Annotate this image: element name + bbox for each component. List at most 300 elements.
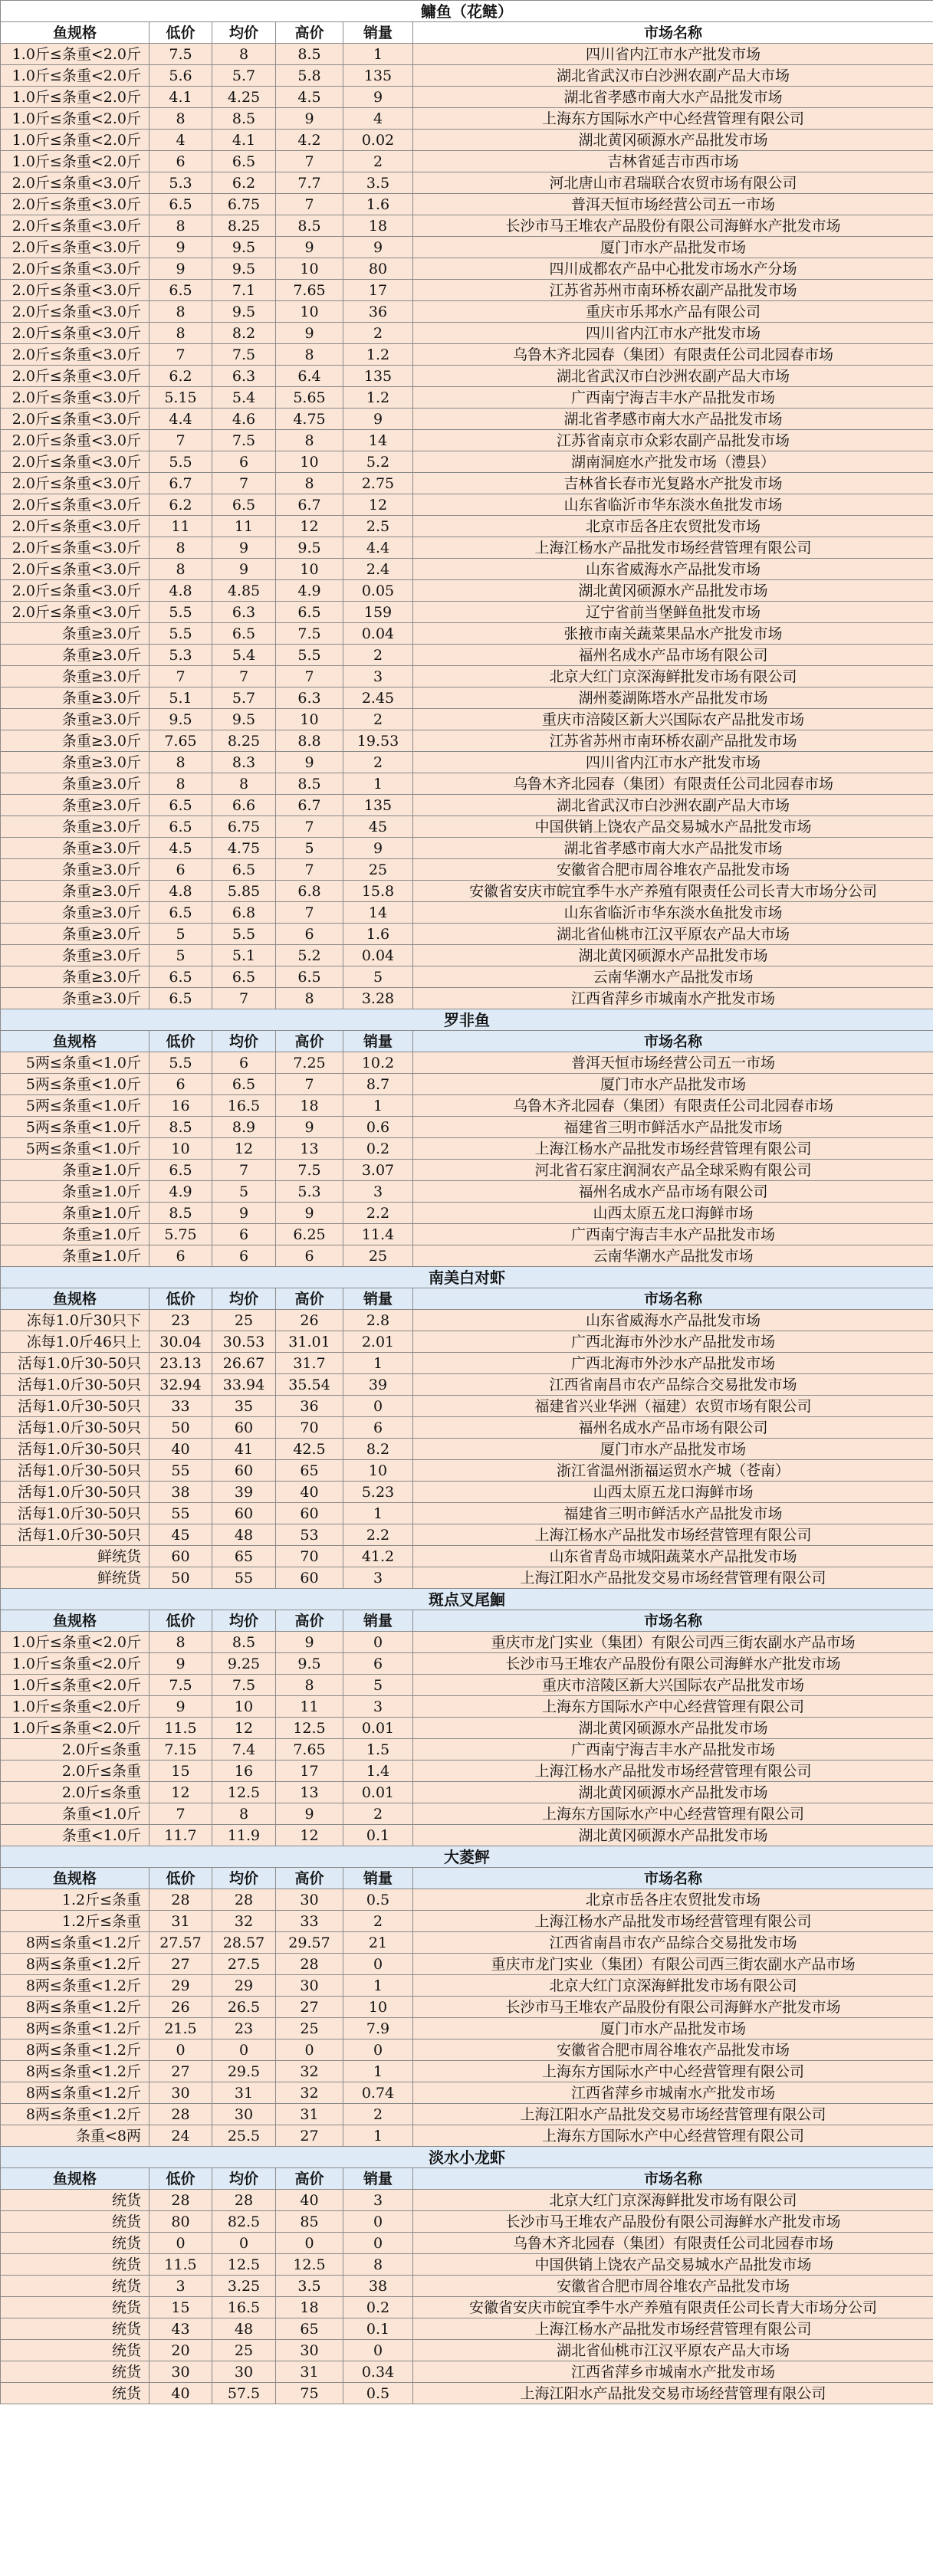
cell-market: 上海东方国际水产中心经营管理有限公司 <box>413 108 933 130</box>
cell-low: 5.15 <box>149 387 212 409</box>
cell-avg: 41 <box>212 1439 276 1460</box>
cell-avg: 31 <box>212 2082 276 2104</box>
cell-avg: 0 <box>212 2039 276 2061</box>
cell-avg: 9.5 <box>212 258 276 280</box>
table-row <box>1 65 933 87</box>
cell-market: 湖北省武汉市白沙洲农副产品大市场 <box>413 65 933 87</box>
cell-high: 7 <box>276 194 343 215</box>
cell-high: 13 <box>276 1138 343 1160</box>
cell-low: 4.5 <box>149 838 212 859</box>
cell-high: 6.25 <box>276 1224 343 1245</box>
cell-sales: 0 <box>343 1954 413 1975</box>
cell-avg: 65 <box>212 1546 276 1567</box>
cell-spec: 8两≤条重<1.2斤 <box>1 1997 149 2018</box>
cell-market: 普洱天恒市场经营公司五一市场 <box>413 1052 933 1074</box>
cell-sales: 2.5 <box>343 516 413 537</box>
cell-sales: 0.34 <box>343 2361 413 2383</box>
cell-avg: 60 <box>212 1460 276 1482</box>
table-row <box>1 2276 933 2297</box>
cell-spec: 条重≥1.0斤 <box>1 1181 149 1203</box>
cell-low: 5.3 <box>149 645 212 666</box>
cell-high: 7 <box>276 1074 343 1095</box>
cell-sales: 135 <box>343 795 413 816</box>
column-header-spec: 鱼规格 <box>1 1031 149 1052</box>
cell-spec: 2.0斤≤条重<3.0斤 <box>1 494 149 516</box>
table-row <box>1 1439 933 1460</box>
cell-sales: 15.8 <box>343 881 413 902</box>
cell-spec: 条重≥3.0斤 <box>1 881 149 902</box>
cell-market: 湖北省仙桃市江汉平原农产品大市场 <box>413 2340 933 2361</box>
cell-low: 7.5 <box>149 1675 212 1696</box>
table-row <box>1 1160 933 1181</box>
cell-market: 重庆市龙门实业（集团）有限公司西三街农副水产品市场 <box>413 1632 933 1653</box>
cell-spec: 5两≤条重<1.0斤 <box>1 1074 149 1095</box>
cell-low: 8.5 <box>149 1117 212 1138</box>
cell-low: 45 <box>149 1524 212 1546</box>
cell-low: 60 <box>149 1546 212 1567</box>
column-header-sales: 销量 <box>343 2168 413 2190</box>
cell-low: 28 <box>149 2104 212 2125</box>
cell-high: 6.7 <box>276 494 343 516</box>
table-row <box>1 172 933 194</box>
cell-high: 10 <box>276 709 343 730</box>
table-row <box>1 1696 933 1718</box>
cell-avg: 48 <box>212 2318 276 2340</box>
cell-spec: 5两≤条重<1.0斤 <box>1 1117 149 1138</box>
table-row <box>1 1825 933 1846</box>
cell-spec: 活每1.0斤30-50只 <box>1 1503 149 1524</box>
cell-spec: 2.0斤≤条重<3.0斤 <box>1 280 149 301</box>
cell-high: 31 <box>276 2104 343 2125</box>
cell-high: 30 <box>276 2340 343 2361</box>
cell-low: 32.94 <box>149 1374 212 1396</box>
cell-sales: 38 <box>343 2276 413 2297</box>
cell-avg: 57.5 <box>212 2383 276 2404</box>
cell-avg: 6.5 <box>212 623 276 645</box>
table-row <box>1 1310 933 1331</box>
table-row <box>1 1546 933 1567</box>
cell-high: 7 <box>276 666 343 687</box>
column-header-row <box>1 1610 933 1632</box>
cell-low: 80 <box>149 2211 212 2233</box>
cell-high: 0 <box>276 2039 343 2061</box>
cell-high: 6.4 <box>276 366 343 387</box>
cell-high: 6 <box>276 1245 343 1267</box>
cell-low: 30 <box>149 2361 212 2383</box>
cell-spec: 鲜统货 <box>1 1546 149 1567</box>
cell-avg: 6 <box>212 1224 276 1245</box>
table-row <box>1 494 933 516</box>
cell-spec: 条重≥3.0斤 <box>1 687 149 709</box>
cell-spec: 统货 <box>1 2254 149 2276</box>
cell-spec: 条重≥3.0斤 <box>1 645 149 666</box>
cell-sales: 0.2 <box>343 1138 413 1160</box>
cell-market: 江苏省南京市众彩农副产品批发市场 <box>413 430 933 451</box>
cell-market: 辽宁省前当堡鲜鱼批发市场 <box>413 602 933 623</box>
table-row <box>1 580 933 602</box>
section-title-row <box>1 1 933 22</box>
cell-avg: 25 <box>212 1310 276 1331</box>
cell-sales: 3.5 <box>343 172 413 194</box>
cell-market: 浙江省温州浙福运贸水产城（苍南） <box>413 1460 933 1482</box>
cell-low: 15 <box>149 1761 212 1782</box>
cell-low: 6.5 <box>149 194 212 215</box>
cell-high: 7.5 <box>276 1160 343 1181</box>
table-row <box>1 323 933 344</box>
table-row <box>1 430 933 451</box>
cell-high: 17 <box>276 1761 343 1782</box>
cell-high: 60 <box>276 1503 343 1524</box>
column-header-market: 市场名称 <box>413 22 933 44</box>
cell-high: 29.57 <box>276 1932 343 1954</box>
column-header-spec: 鱼规格 <box>1 1288 149 1310</box>
cell-sales: 2.75 <box>343 473 413 494</box>
cell-low: 6.5 <box>149 966 212 988</box>
cell-sales: 1.2 <box>343 387 413 409</box>
cell-low: 7 <box>149 666 212 687</box>
cell-low: 6.5 <box>149 795 212 816</box>
cell-high: 5.2 <box>276 945 343 966</box>
cell-market: 重庆市涪陵区新大兴国际农产品批发市场 <box>413 1675 933 1696</box>
table-row <box>1 280 933 301</box>
table-row <box>1 516 933 537</box>
cell-avg: 7.4 <box>212 1739 276 1761</box>
cell-low: 29 <box>149 1975 212 1997</box>
cell-low: 43 <box>149 2318 212 2340</box>
cell-spec: 活每1.0斤30-50只 <box>1 1460 149 1482</box>
table-row <box>1 559 933 580</box>
cell-avg: 6.5 <box>212 859 276 881</box>
cell-spec: 2.0斤≤条重<3.0斤 <box>1 323 149 344</box>
cell-low: 8.5 <box>149 1203 212 1224</box>
cell-avg: 33.94 <box>212 1374 276 1396</box>
cell-market: 重庆市龙门实业（集团）有限公司西三街农副水产品市场 <box>413 1954 933 1975</box>
column-header-low: 低价 <box>149 1031 212 1052</box>
cell-avg: 5.1 <box>212 945 276 966</box>
cell-spec: 统货 <box>1 2190 149 2211</box>
table-row <box>1 2383 933 2404</box>
cell-sales: 1 <box>343 1095 413 1117</box>
table-row <box>1 2254 933 2276</box>
cell-market: 湖北黄冈硕源水产品批发市场 <box>413 130 933 151</box>
cell-spec: 条重≥3.0斤 <box>1 666 149 687</box>
cell-sales: 1 <box>343 1503 413 1524</box>
cell-avg: 6 <box>212 1245 276 1267</box>
cell-high: 32 <box>276 2082 343 2104</box>
cell-sales: 11.4 <box>343 1224 413 1245</box>
cell-high: 65 <box>276 1460 343 1482</box>
cell-sales: 10.2 <box>343 1052 413 1074</box>
cell-sales: 0 <box>343 2039 413 2061</box>
cell-low: 30 <box>149 2082 212 2104</box>
cell-high: 35.54 <box>276 1374 343 1396</box>
cell-sales: 14 <box>343 902 413 924</box>
cell-sales: 1.6 <box>343 194 413 215</box>
cell-avg: 5.7 <box>212 65 276 87</box>
table-row <box>1 1803 933 1825</box>
cell-market: 上海江阳水产品批发交易市场经营管理有限公司 <box>413 2383 933 2404</box>
cell-high: 12 <box>276 1825 343 1846</box>
cell-high: 4.75 <box>276 409 343 430</box>
cell-market: 山东省威海水产品批发市场 <box>413 559 933 580</box>
cell-market: 长沙市马王堆农产品股份有限公司海鲜水产批发市场 <box>413 1997 933 2018</box>
cell-market: 福建省兴业华洲（福建）农贸市场有限公司 <box>413 1396 933 1417</box>
cell-avg: 7 <box>212 988 276 1009</box>
table-row <box>1 1353 933 1374</box>
cell-sales: 8.2 <box>343 1439 413 1460</box>
cell-market: 长沙市马王堆农产品股份有限公司海鲜水产批发市场 <box>413 215 933 237</box>
section-title: 淡水小龙虾 <box>1 2147 933 2168</box>
cell-spec: 2.0斤≤条重<3.0斤 <box>1 537 149 559</box>
cell-avg: 16.5 <box>212 1095 276 1117</box>
column-header-spec: 鱼规格 <box>1 22 149 44</box>
cell-sales: 159 <box>343 602 413 623</box>
cell-avg: 9 <box>212 1203 276 1224</box>
cell-spec: 条重≥3.0斤 <box>1 816 149 838</box>
cell-spec: 2.0斤≤条重 <box>1 1739 149 1761</box>
cell-high: 31.7 <box>276 1353 343 1374</box>
cell-high: 9 <box>276 752 343 773</box>
cell-high: 6.7 <box>276 795 343 816</box>
cell-market: 山东省临沂市华东淡水鱼批发市场 <box>413 902 933 924</box>
cell-spec: 统货 <box>1 2383 149 2404</box>
cell-high: 8 <box>276 1675 343 1696</box>
cell-low: 10 <box>149 1138 212 1160</box>
cell-market: 江西省南昌市农产品综合交易批发市场 <box>413 1374 933 1396</box>
cell-sales: 2.2 <box>343 1524 413 1546</box>
cell-low: 55 <box>149 1503 212 1524</box>
cell-sales: 2 <box>343 645 413 666</box>
table-row <box>1 709 933 730</box>
cell-low: 8 <box>149 559 212 580</box>
cell-sales: 6 <box>343 1417 413 1439</box>
column-header-avg: 均价 <box>212 22 276 44</box>
column-header-low: 低价 <box>149 1868 212 1889</box>
cell-sales: 12 <box>343 494 413 516</box>
table-row <box>1 730 933 752</box>
cell-low: 15 <box>149 2297 212 2318</box>
cell-low: 5 <box>149 924 212 945</box>
cell-low: 16 <box>149 1095 212 1117</box>
cell-spec: 8两≤条重<1.2斤 <box>1 2018 149 2039</box>
cell-low: 0 <box>149 2233 212 2254</box>
cell-low: 5.1 <box>149 687 212 709</box>
cell-spec: 条重≥3.0斤 <box>1 773 149 795</box>
cell-low: 9 <box>149 1653 212 1675</box>
cell-sales: 8 <box>343 2254 413 2276</box>
cell-sales: 0.1 <box>343 1825 413 1846</box>
cell-market: 四川成都农产品中心批发市场水产分场 <box>413 258 933 280</box>
cell-spec: 8两≤条重<1.2斤 <box>1 2082 149 2104</box>
column-header-avg: 均价 <box>212 1610 276 1632</box>
cell-high: 4.9 <box>276 580 343 602</box>
cell-high: 31.01 <box>276 1331 343 1353</box>
cell-market: 江西省萍乡市城南水产批发市场 <box>413 988 933 1009</box>
cell-spec: 2.0斤≤条重<3.0斤 <box>1 258 149 280</box>
cell-high: 0 <box>276 2233 343 2254</box>
cell-sales: 0.2 <box>343 2297 413 2318</box>
cell-market: 上海东方国际水产中心经营管理有限公司 <box>413 1803 933 1825</box>
cell-spec: 2.0斤≤条重<3.0斤 <box>1 344 149 366</box>
cell-avg: 29 <box>212 1975 276 1997</box>
cell-low: 8 <box>149 108 212 130</box>
column-header-spec: 鱼规格 <box>1 2168 149 2190</box>
cell-spec: 条重≥3.0斤 <box>1 945 149 966</box>
cell-sales: 0.5 <box>343 2383 413 2404</box>
cell-sales: 0.5 <box>343 1889 413 1911</box>
cell-avg: 7.1 <box>212 280 276 301</box>
table-row <box>1 2039 933 2061</box>
cell-market: 湖北省仙桃市江汉平原农产品大市场 <box>413 924 933 945</box>
cell-market: 山东省威海水产品批发市场 <box>413 1310 933 1331</box>
cell-market: 山西太原五龙口海鲜市场 <box>413 1203 933 1224</box>
cell-high: 8 <box>276 988 343 1009</box>
cell-market: 湖州菱湖陈塔水产品批发市场 <box>413 687 933 709</box>
cell-market: 北京大红门京深海鲜批发市场有限公司 <box>413 1975 933 1997</box>
cell-sales: 41.2 <box>343 1546 413 1567</box>
cell-avg: 4.25 <box>212 87 276 108</box>
cell-avg: 27.5 <box>212 1954 276 1975</box>
table-row <box>1 1675 933 1696</box>
cell-high: 40 <box>276 1482 343 1503</box>
cell-high: 5.5 <box>276 645 343 666</box>
table-row <box>1 1482 933 1503</box>
cell-sales: 1 <box>343 773 413 795</box>
cell-avg: 4.6 <box>212 409 276 430</box>
table-row <box>1 881 933 902</box>
table-row <box>1 87 933 108</box>
cell-sales: 2 <box>343 1911 413 1932</box>
cell-high: 13 <box>276 1782 343 1803</box>
table-row <box>1 645 933 666</box>
cell-low: 4.1 <box>149 87 212 108</box>
column-header-row <box>1 2168 933 2190</box>
cell-sales: 3 <box>343 1696 413 1718</box>
cell-sales: 0.74 <box>343 2082 413 2104</box>
cell-low: 5.3 <box>149 172 212 194</box>
cell-market: 吉林省延吉市西市场 <box>413 151 933 172</box>
cell-sales: 2 <box>343 323 413 344</box>
table-row <box>1 1889 933 1911</box>
cell-sales: 0 <box>343 2340 413 2361</box>
cell-avg: 7.5 <box>212 1675 276 1696</box>
cell-market: 张掖市南关蔬菜果品水产批发市场 <box>413 623 933 645</box>
cell-low: 0 <box>149 2039 212 2061</box>
cell-low: 8 <box>149 323 212 344</box>
cell-avg: 39 <box>212 1482 276 1503</box>
cell-sales: 17 <box>343 280 413 301</box>
cell-avg: 8.25 <box>212 215 276 237</box>
table-row <box>1 2018 933 2039</box>
cell-avg: 30 <box>212 2104 276 2125</box>
cell-sales: 19.53 <box>343 730 413 752</box>
cell-high: 30 <box>276 1975 343 1997</box>
cell-spec: 1.2斤≤条重 <box>1 1889 149 1911</box>
column-header-market: 市场名称 <box>413 1288 933 1310</box>
column-header-low: 低价 <box>149 22 212 44</box>
table-row <box>1 1245 933 1267</box>
cell-market: 广西南宁海吉丰水产品批发市场 <box>413 1224 933 1245</box>
table-row <box>1 1460 933 1482</box>
cell-spec: 8两≤条重<1.2斤 <box>1 1975 149 1997</box>
table-row <box>1 258 933 280</box>
cell-market: 云南华潮水产品批发市场 <box>413 966 933 988</box>
cell-market: 江西省萍乡市城南水产批发市场 <box>413 2082 933 2104</box>
cell-low: 8 <box>149 301 212 323</box>
cell-low: 7.15 <box>149 1739 212 1761</box>
cell-low: 6 <box>149 859 212 881</box>
cell-spec: 条重≥3.0斤 <box>1 902 149 924</box>
table-row <box>1 2125 933 2147</box>
cell-high: 8.5 <box>276 215 343 237</box>
cell-spec: 条重≥3.0斤 <box>1 623 149 645</box>
cell-market: 长沙市马王堆农产品股份有限公司海鲜水产批发市场 <box>413 1653 933 1675</box>
cell-spec: 1.2斤≤条重 <box>1 1911 149 1932</box>
table-row <box>1 859 933 881</box>
cell-avg: 12 <box>212 1138 276 1160</box>
cell-high: 65 <box>276 2318 343 2340</box>
cell-sales: 4 <box>343 108 413 130</box>
cell-high: 6 <box>276 924 343 945</box>
cell-low: 6 <box>149 1074 212 1095</box>
table-row <box>1 1524 933 1546</box>
cell-spec: 统货 <box>1 2318 149 2340</box>
cell-market: 上海东方国际水产中心经营管理有限公司 <box>413 1696 933 1718</box>
table-row <box>1 1396 933 1417</box>
column-header-low: 低价 <box>149 1610 212 1632</box>
table-row <box>1 473 933 494</box>
cell-low: 27 <box>149 2061 212 2082</box>
table-row <box>1 215 933 237</box>
cell-avg: 23 <box>212 2018 276 2039</box>
cell-low: 6.7 <box>149 473 212 494</box>
cell-avg: 6.5 <box>212 494 276 516</box>
cell-market: 福州名成水产品市场有限公司 <box>413 1181 933 1203</box>
cell-sales: 1.4 <box>343 1761 413 1782</box>
cell-sales: 5.2 <box>343 451 413 473</box>
cell-low: 5.5 <box>149 1052 212 1074</box>
cell-low: 8 <box>149 215 212 237</box>
column-header-high: 高价 <box>276 1868 343 1889</box>
cell-market: 重庆市涪陵区新大兴国际农产品批发市场 <box>413 709 933 730</box>
table-row <box>1 1117 933 1138</box>
cell-spec: 2.0斤≤条重<3.0斤 <box>1 172 149 194</box>
cell-market: 重庆市乐邦水产品有限公司 <box>413 301 933 323</box>
cell-spec: 条重≥3.0斤 <box>1 988 149 1009</box>
table-row <box>1 1503 933 1524</box>
cell-avg: 7 <box>212 1160 276 1181</box>
cell-low: 6 <box>149 1245 212 1267</box>
cell-sales: 0.1 <box>343 2318 413 2340</box>
table-row <box>1 602 933 623</box>
cell-high: 3.5 <box>276 2276 343 2297</box>
column-header-low: 低价 <box>149 1288 212 1310</box>
cell-market: 安徽省安庆市皖宜季牛水产养殖有限责任公司长青大市场分公司 <box>413 2297 933 2318</box>
table-row <box>1 387 933 409</box>
cell-spec: 冻每1.0斤30只下 <box>1 1310 149 1331</box>
cell-avg: 8 <box>212 1803 276 1825</box>
cell-high: 85 <box>276 2211 343 2233</box>
cell-low: 55 <box>149 1460 212 1482</box>
section-title-row <box>1 1009 933 1031</box>
cell-sales: 0 <box>343 2233 413 2254</box>
cell-market: 福州名成水产品市场有限公司 <box>413 1417 933 1439</box>
table-row <box>1 1181 933 1203</box>
cell-low: 11 <box>149 516 212 537</box>
cell-spec: 条重≥1.0斤 <box>1 1203 149 1224</box>
cell-sales: 25 <box>343 859 413 881</box>
cell-high: 5.8 <box>276 65 343 87</box>
